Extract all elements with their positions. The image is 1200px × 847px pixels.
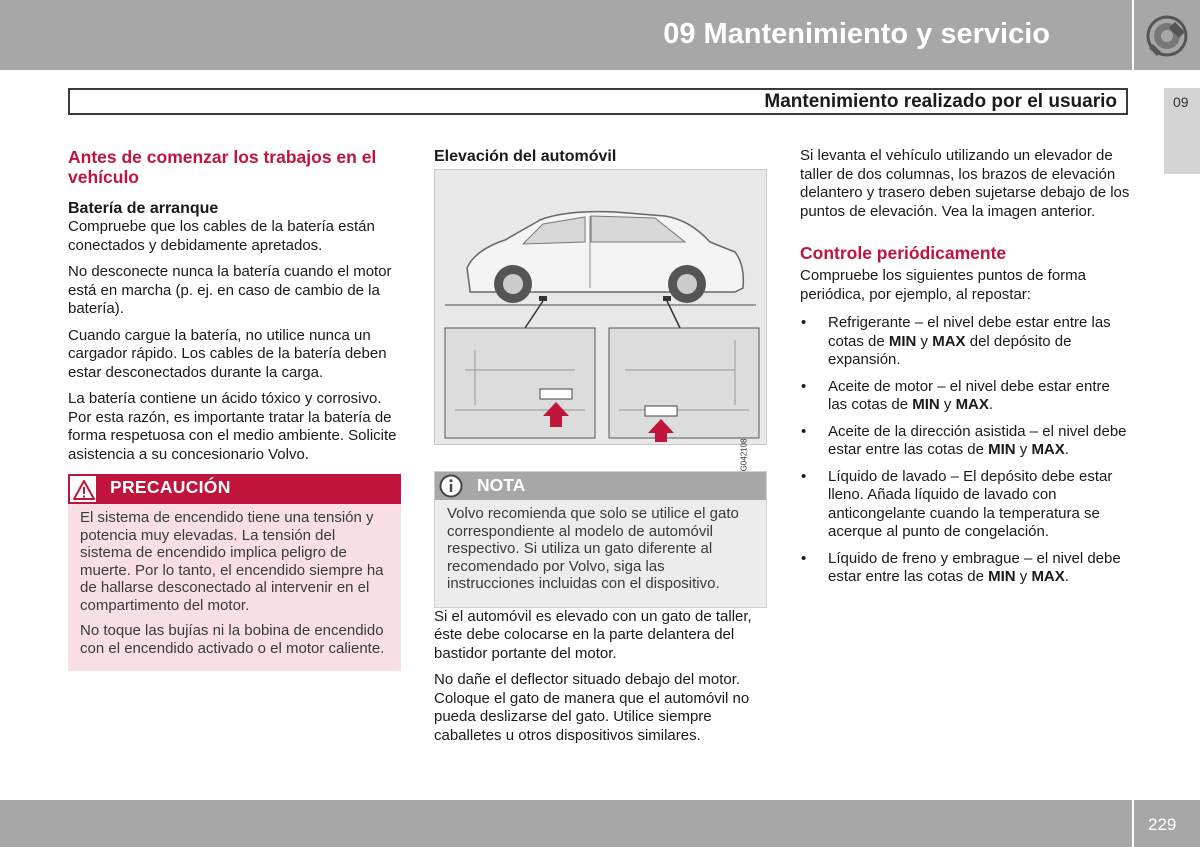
paragraph: La batería contiene un ácido tóxico y corrosivo. Por esta razón, es importante tratar la batería de forma respetuosa con el medio ambiente. Solicite asistencia a su concesionario Volvo. (68, 390, 397, 463)
paragraph: Compruebe los siguientes puntos de forma periódica, por ejemplo, al repostar: (800, 267, 1086, 303)
list-item: • Aceite de la dirección asistida – el nivel debe estar entre las cotas de MIN y MAX. (801, 422, 1127, 458)
check-list (800, 314, 1133, 587)
section-bar (68, 88, 1128, 115)
car-lifting-illustration (434, 169, 767, 471)
paragraph: Cuando cargue la batería, no utilice nunca un cargador rápido. Los cables de la batería deben estar desconectados durante la carga. (68, 326, 387, 381)
section-title: Mantenimiento realizado por el usuario (764, 91, 1117, 112)
chapter-tab (1164, 88, 1200, 174)
chapter-title: 09 Mantenimiento y servicio (663, 18, 1050, 50)
column-3 (800, 147, 1133, 595)
note-box (434, 471, 767, 608)
list-item: • Aceite de motor – el nivel debe estar entre las cotas de MIN y MAX. (801, 377, 1110, 413)
header-band (0, 0, 1132, 70)
page-number-box (1134, 800, 1200, 847)
heading-before-work: Antes de comenzar los trabajos en el vehículo (68, 147, 377, 187)
caution-title: PRECAUCIÓN (110, 477, 231, 497)
column-2 (434, 147, 767, 753)
paragraph: Si el automóvil es elevado con un gato de taller, éste debe colocarse en la parte delantera del bastidor portante del motor. (434, 607, 752, 662)
heading-lifting: Elevación del automóvil (434, 148, 617, 165)
page-number: 229 (1148, 815, 1177, 834)
paragraph: Compruebe que los cables de la batería están conectados y debidamente apretados. (68, 218, 375, 254)
note-header (435, 472, 766, 500)
chapter-tab-label: 09 (1173, 94, 1189, 110)
chapter-icon-box (1134, 0, 1200, 70)
caution-paragraph: El sistema de encendido tiene una tensión y potencia muy elevadas. La tensión del sistema de encendido implica peligro de muerte. Por lo tanto, el encendido siempre ha de hallarse desconectado al intervenir en el compartimento del motor. (80, 509, 384, 614)
heading-periodic-checks: Controle periódicamente (800, 243, 1007, 263)
list-item: • Líquido de freno y embrague – el nivel debe estar entre las cotas de MIN y MAX. (801, 549, 1121, 585)
paragraph: No desconecte nunca la batería cuando el motor está en marcha (p. ej. en caso de cambio de la batería). (68, 263, 392, 317)
figure-code: G042108 (739, 438, 749, 471)
car-lifting-points-image (435, 170, 766, 444)
caution-body (68, 504, 401, 671)
note-title: NOTA (477, 475, 526, 495)
paragraph: No dañe el deflector situado debajo del motor. Coloque el gato de manera que el automóvil no pueda deslizarse del gato. Utilice siempre caballetes u otros dispositivos similares. (434, 671, 750, 744)
caution-header (68, 474, 401, 504)
note-body: Volvo recomienda que solo se utilice el gato correspondiente al modelo de automóvil respectivo. Si utiliza un gato diferente al recomendado por Volvo, siga las instrucciones incluidas con el dispositivo. (447, 505, 739, 592)
footer-band (0, 800, 1132, 847)
warning-triangle-icon (68, 474, 98, 504)
caution-box (68, 474, 401, 671)
list-item: • Líquido de lavado – El depósito debe estar lleno. Añada líquido de lavado con anticongelante cuando la temperatura se acerque al punto de congelación. (801, 467, 1113, 540)
column-1 (68, 147, 401, 671)
list-item: • Refrigerante – el nivel debe estar entre las cotas de MIN y MAX del depósito de expansión. (801, 314, 1111, 368)
caution-paragraph: No toque las bujías ni la bobina de encendido con el encendido activado o el motor caliente. (80, 622, 385, 657)
info-icon (439, 474, 463, 498)
wrench-gear-icon (1145, 14, 1189, 58)
subheading-battery: Batería de arranque (68, 200, 219, 217)
paragraph: Si levanta el vehículo utilizando un elevador de taller de dos columnas, los brazos de elevación delantero y trasero deben sujetarse debajo de los puntos de elevación. Vea la imagen anterior. (800, 147, 1130, 220)
